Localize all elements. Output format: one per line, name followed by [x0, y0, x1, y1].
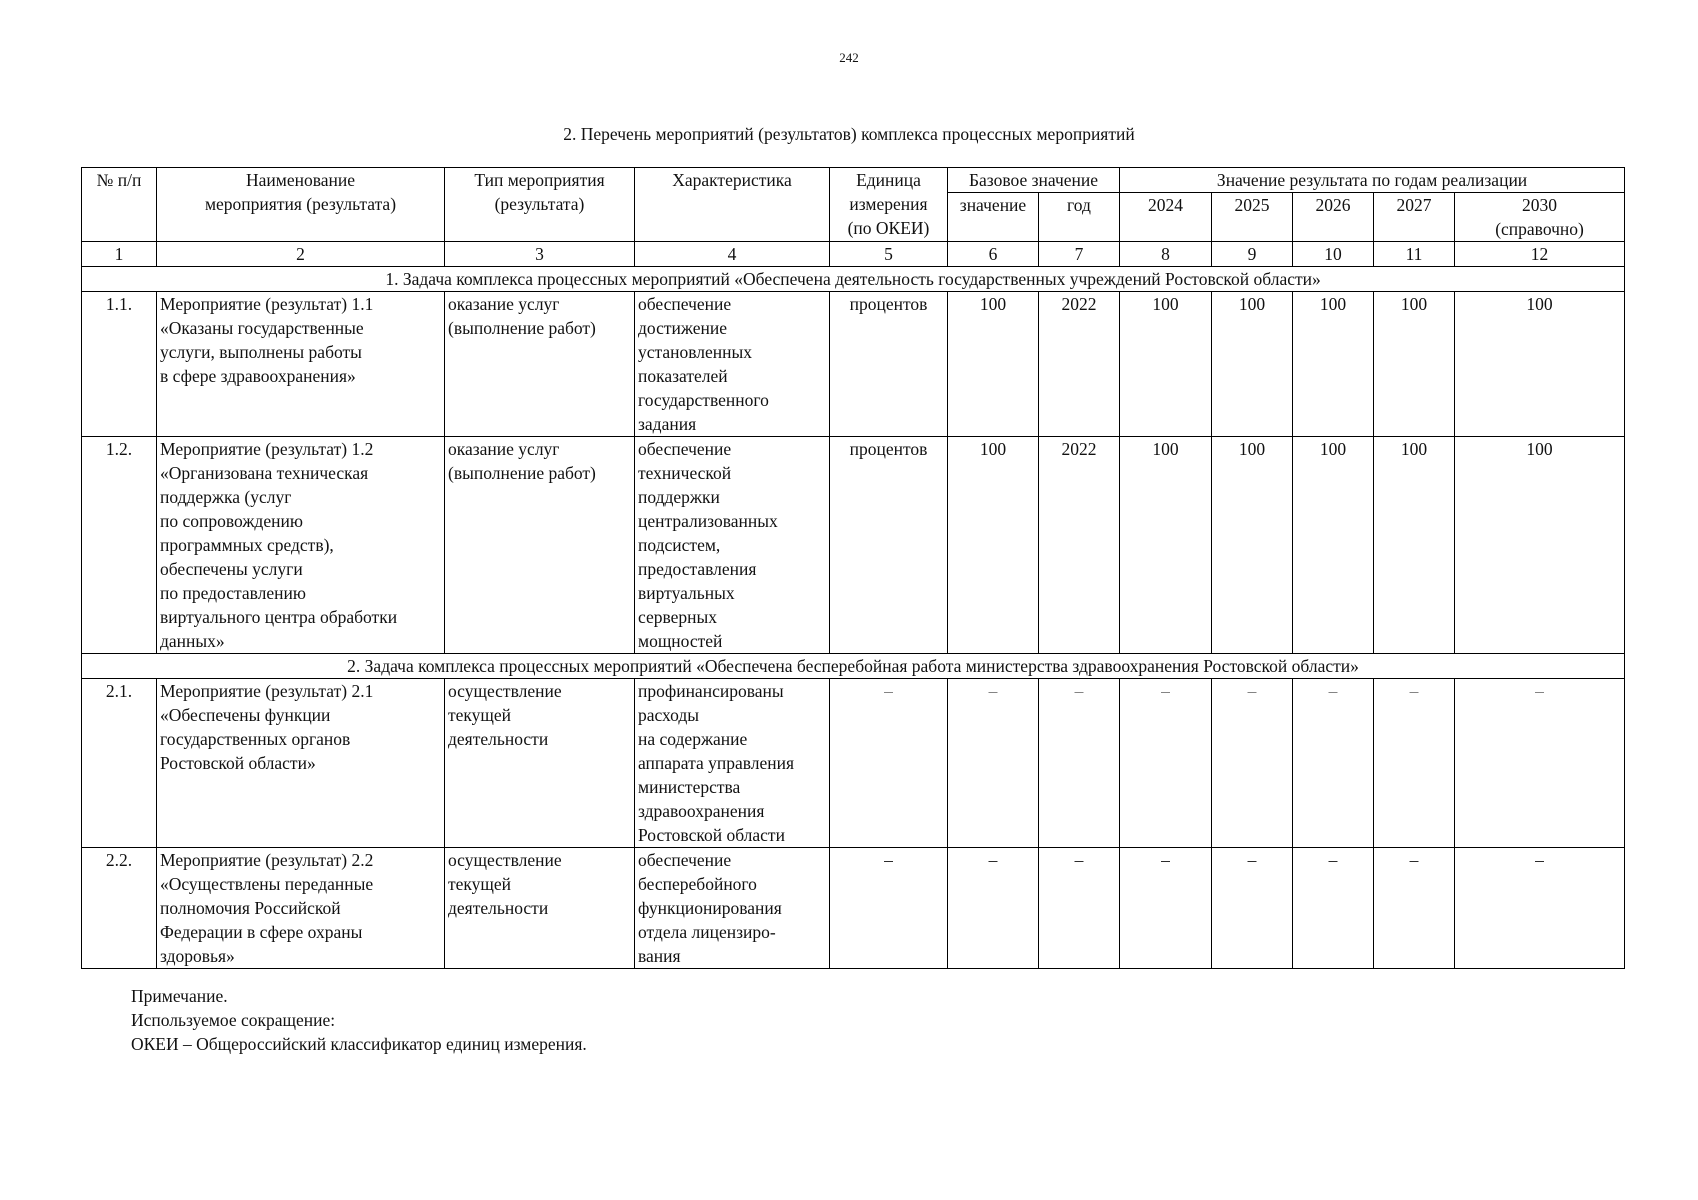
column-number-row [82, 242, 1625, 267]
header-type: Тип мероприятия (результата) [445, 168, 635, 242]
column-number: 9 [1212, 242, 1293, 267]
year-value: 100 [1293, 292, 1374, 437]
header-num: № п/п [82, 168, 157, 242]
measure-characteristic: профинансированы расходы на содержание аппарата управления министерства здравоохранения Ростовской области [635, 679, 830, 848]
column-number: 10 [1293, 242, 1374, 267]
year-value: – [1455, 848, 1625, 969]
base-year: 2022 [1039, 292, 1120, 437]
measure-name: Мероприятие (результат) 2.1 «Обеспечены функции государственных органов Ростовской области» [157, 679, 445, 848]
column-number: 4 [635, 242, 830, 267]
base-value: 100 [948, 292, 1039, 437]
measure-characteristic: обеспечение технической поддержки централизованных подсистем, предоставления виртуальных серверных мощностей [635, 437, 830, 654]
year-value: – [1455, 679, 1625, 848]
row-number: 1.2. [82, 437, 157, 654]
measure-characteristic: обеспечение достижение установленных показателей государственного задания [635, 292, 830, 437]
table-row [82, 292, 1625, 437]
header-year-2030: 2030 (справочно) [1455, 193, 1625, 242]
page-number: 242 [839, 50, 859, 65]
year-value: 100 [1120, 437, 1212, 654]
row-number: 2.1. [82, 679, 157, 848]
header-years-group: Значение результата по годам реализации [1120, 168, 1625, 193]
note-text: ОКЕИ – Общероссийский классификатор единиц измерения. [131, 1034, 587, 1054]
column-number: 7 [1039, 242, 1120, 267]
column-number: 5 [830, 242, 948, 267]
year-value: 100 [1293, 437, 1374, 654]
year-value: 100 [1374, 437, 1455, 654]
column-number: 1 [82, 242, 157, 267]
base-year: 2022 [1039, 437, 1120, 654]
year-value: – [1212, 848, 1293, 969]
measure-type: осуществление текущей деятельности [445, 848, 635, 969]
base-value: – [948, 848, 1039, 969]
year-value: – [1120, 679, 1212, 848]
note-subheading: Используемое сокращение: [131, 1010, 336, 1030]
task-section-row [82, 654, 1625, 679]
unit-of-measure: процентов [830, 437, 948, 654]
note-block [131, 984, 587, 1056]
header-year-2024: 2024 [1120, 193, 1212, 242]
column-number: 11 [1374, 242, 1455, 267]
year-value: 100 [1120, 292, 1212, 437]
task-section-row [82, 267, 1625, 292]
measure-name: Мероприятие (результат) 1.1 «Оказаны государственные услуги, выполнены работы в сфере здравоохранения» [157, 292, 445, 437]
year-value: – [1374, 848, 1455, 969]
table-row [82, 679, 1625, 848]
header-base-value: значение [948, 193, 1039, 242]
base-value: 100 [948, 437, 1039, 654]
measure-characteristic: обеспечение бесперебойного функционирования отдела лицензиро- вания [635, 848, 830, 969]
table-body [82, 242, 1625, 969]
task-section-title: 1. Задача комплекса процессных мероприятий «Обеспечена деятельность государственных учреждений Ростовской области» [82, 267, 1625, 292]
header-year-2027: 2027 [1374, 193, 1455, 242]
base-year: – [1039, 679, 1120, 848]
measure-name: Мероприятие (результат) 1.2 «Организована техническая поддержка (услуг по сопровождению программных средств), обеспечены услуги по предоставлению виртуального центра обработки данных» [157, 437, 445, 654]
column-number: 6 [948, 242, 1039, 267]
unit-of-measure: – [830, 679, 948, 848]
table-row [82, 848, 1625, 969]
table-row [82, 437, 1625, 654]
column-number: 2 [157, 242, 445, 267]
year-value: – [1212, 679, 1293, 848]
year-value: – [1374, 679, 1455, 848]
year-value: 100 [1455, 437, 1625, 654]
year-value: 100 [1455, 292, 1625, 437]
column-number: 3 [445, 242, 635, 267]
measures-table [81, 167, 1625, 969]
year-value: – [1120, 848, 1212, 969]
task-section-title: 2. Задача комплекса процессных мероприятий «Обеспечена бесперебойная работа министерства здравоохранения Ростовской области» [82, 654, 1625, 679]
measure-name: Мероприятие (результат) 2.2 «Осуществлены переданные полномочия Российской Федерации в сфере охраны здоровья» [157, 848, 445, 969]
row-number: 2.2. [82, 848, 157, 969]
year-value: 100 [1374, 292, 1455, 437]
base-value: – [948, 679, 1039, 848]
measure-type: оказание услуг (выполнение работ) [445, 437, 635, 654]
measure-type: осуществление текущей деятельности [445, 679, 635, 848]
header-characteristic: Характеристика [635, 168, 830, 242]
year-value: – [1293, 848, 1374, 969]
measure-type: оказание услуг (выполнение работ) [445, 292, 635, 437]
header-base-group: Базовое значение [948, 168, 1120, 193]
header-year-2026: 2026 [1293, 193, 1374, 242]
document-title: 2. Перечень мероприятий (результатов) комплекса процессных мероприятий [563, 124, 1135, 144]
base-year: – [1039, 848, 1120, 969]
year-value: 100 [1212, 292, 1293, 437]
header-unit: Единица измерения (по ОКЕИ) [830, 168, 948, 242]
header-base-year: год [1039, 193, 1120, 242]
year-value: – [1293, 679, 1374, 848]
note-heading: Примечание. [131, 986, 228, 1006]
column-number: 12 [1455, 242, 1625, 267]
unit-of-measure: – [830, 848, 948, 969]
column-number: 8 [1120, 242, 1212, 267]
year-value: 100 [1212, 437, 1293, 654]
unit-of-measure: процентов [830, 292, 948, 437]
row-number: 1.1. [82, 292, 157, 437]
header-name: Наименование мероприятия (результата) [157, 168, 445, 242]
header-year-2025: 2025 [1212, 193, 1293, 242]
